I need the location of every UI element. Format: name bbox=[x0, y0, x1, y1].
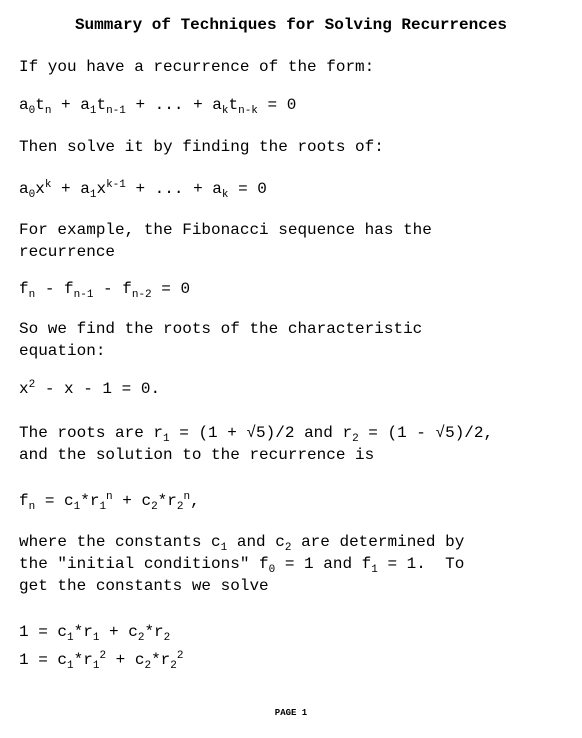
eq-text: 1 = c bbox=[19, 651, 68, 669]
eq-subscript: 1 bbox=[73, 501, 81, 513]
eq-text: + c bbox=[112, 492, 152, 510]
eq-text: a bbox=[19, 180, 29, 198]
eq-text: x bbox=[96, 180, 107, 198]
eq-text: *r bbox=[157, 492, 177, 510]
eq-text: = 0 bbox=[151, 280, 191, 298]
eq-text: f bbox=[19, 280, 29, 298]
eq-text: = c bbox=[35, 492, 74, 510]
eq-subscript: 1 bbox=[67, 660, 74, 672]
para-subscript: 1 bbox=[371, 564, 378, 576]
para-text: and the solution to the recurrence is bbox=[19, 446, 375, 464]
eq-text: = 0 bbox=[228, 180, 267, 198]
eq-text: t bbox=[96, 96, 107, 114]
general-solution bbox=[19, 490, 200, 512]
eq-text: x bbox=[19, 380, 29, 398]
characteristic-polynomial bbox=[19, 178, 267, 200]
solve-paragraph: Then solve it by finding the roots of: bbox=[19, 138, 384, 156]
eq-text: x bbox=[35, 180, 45, 198]
eq-text: + c bbox=[99, 623, 138, 641]
eq-subscript: n-1 bbox=[106, 105, 126, 117]
para-subscript: 2 bbox=[352, 433, 359, 445]
eq-superscript: n bbox=[183, 491, 191, 503]
eq-subscript: 1 bbox=[92, 632, 100, 644]
eq-subscript: 1 bbox=[89, 105, 97, 117]
eq-subscript: 0 bbox=[28, 105, 36, 117]
eq-subscript: n-2 bbox=[131, 289, 152, 301]
eq-text: + a bbox=[51, 180, 90, 198]
eq-text: f bbox=[19, 492, 29, 510]
page-title: Summary of Techniques for Solving Recurrences bbox=[74, 16, 508, 34]
para-text: = (1 - √5)/2, bbox=[358, 424, 494, 442]
para-text: and c bbox=[227, 533, 285, 551]
eq-text: *r bbox=[144, 623, 164, 641]
para-subscript: 2 bbox=[284, 542, 292, 554]
eq-subscript: 2 bbox=[144, 660, 152, 672]
eq-subscript: n-1 bbox=[73, 289, 94, 301]
eq-subscript: k bbox=[221, 189, 229, 201]
eq-subscript: 1 bbox=[99, 501, 107, 513]
eq-subscript: k bbox=[221, 105, 229, 117]
para-text: are determined by bbox=[291, 533, 465, 551]
recurrence-equation bbox=[19, 94, 296, 116]
para-text: = 1. To bbox=[377, 555, 465, 573]
eq-subscript: 2 bbox=[163, 632, 171, 644]
eq-text: + ... + a bbox=[125, 180, 222, 198]
eq-subscript: 0 bbox=[28, 189, 36, 201]
eq-text: + ... + a bbox=[125, 96, 222, 114]
eq-subscript: 1 bbox=[92, 660, 100, 672]
eq-text: - f bbox=[35, 280, 74, 298]
eq-subscript: 1 bbox=[89, 189, 97, 201]
para-subscript: 1 bbox=[220, 542, 228, 554]
constants-paragraph bbox=[19, 531, 464, 597]
roots-paragraph bbox=[19, 422, 493, 466]
eq-text: t bbox=[228, 96, 239, 114]
eq-text: *r bbox=[73, 623, 93, 641]
eq-superscript: k bbox=[44, 179, 52, 191]
para-text: = (1 + √5)/2 and r bbox=[169, 424, 353, 442]
eq-text: , bbox=[190, 492, 200, 510]
eq-subscript: 1 bbox=[67, 632, 74, 644]
eq-text: a bbox=[19, 96, 29, 114]
eq-text: t bbox=[35, 96, 45, 114]
eq-text: *r bbox=[151, 651, 171, 669]
para-text: where the constants c bbox=[19, 533, 221, 551]
initial-condition-equation-1 bbox=[19, 621, 170, 643]
eq-text: - f bbox=[93, 280, 132, 298]
eq-text: 1 = c bbox=[19, 623, 68, 641]
eq-subscript: n bbox=[28, 289, 36, 301]
para-text: get the constants we solve bbox=[19, 577, 269, 595]
eq-text: + c bbox=[106, 651, 145, 669]
fibonacci-paragraph: For example, the Fibonacci sequence has the recurrence bbox=[19, 221, 432, 261]
eq-subscript: 2 bbox=[170, 660, 177, 672]
characteristic-equation bbox=[19, 378, 160, 400]
eq-superscript: 2 bbox=[99, 650, 107, 662]
eq-subscript: n-k bbox=[238, 105, 258, 117]
eq-text: - x - 1 = 0. bbox=[35, 380, 161, 398]
para-text: the "initial conditions" f bbox=[19, 555, 269, 573]
eq-subscript: 2 bbox=[176, 501, 184, 513]
eq-text: = 0 bbox=[257, 96, 297, 114]
para-text: The roots are r bbox=[19, 424, 164, 442]
eq-text: + a bbox=[51, 96, 90, 114]
characteristic-paragraph: So we find the roots of the characteristic equation: bbox=[19, 320, 423, 360]
fibonacci-recurrence bbox=[19, 278, 190, 300]
eq-subscript: n bbox=[44, 105, 52, 117]
eq-text: *r bbox=[80, 492, 100, 510]
para-text: = 1 and f bbox=[275, 555, 372, 573]
eq-subscript: 2 bbox=[137, 632, 145, 644]
eq-superscript: 2 bbox=[176, 650, 184, 662]
eq-subscript: 2 bbox=[151, 501, 158, 513]
intro-paragraph: If you have a recurrence of the form: bbox=[19, 58, 375, 76]
eq-subscript: n bbox=[28, 501, 36, 513]
para-subscript: 1 bbox=[163, 433, 170, 445]
eq-superscript: k-1 bbox=[106, 179, 126, 191]
eq-superscript: n bbox=[106, 491, 113, 503]
initial-condition-equation-2 bbox=[19, 649, 183, 671]
eq-superscript: 2 bbox=[28, 379, 36, 391]
eq-text: *r bbox=[73, 651, 93, 669]
para-subscript: 0 bbox=[268, 564, 276, 576]
page-number: PAGE 1 bbox=[274, 708, 308, 718]
